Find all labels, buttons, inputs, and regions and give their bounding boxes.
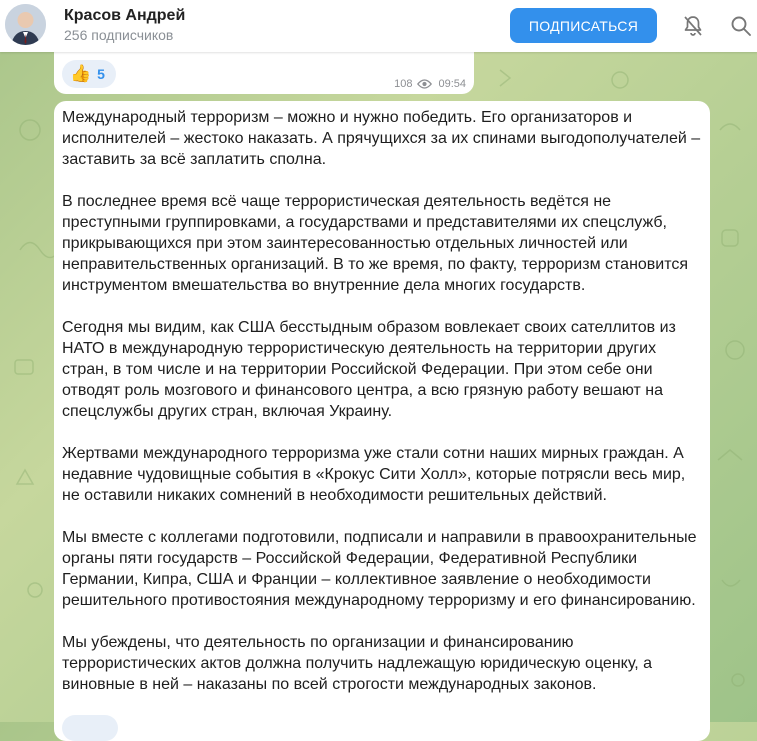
eye-icon [417,79,432,89]
post-paragraph: Международный терроризм – можно и нужно победить. Его организаторов и исполнителей – жестоко наказать. А прячущихся за их спинами выгодополучателей – заставить за всё заплатить сполна. [62,109,701,168]
post-paragraph: Мы убеждены, что деятельность по организации и финансированию террористических актов должна получить надлежащую юридическую оценку, а виновные в ней – наказаны по всей строгости международных законов. [62,634,653,693]
reaction-count: 5 [97,66,105,82]
channel-header [0,0,757,52]
channel-avatar[interactable] [5,4,46,45]
search-icon[interactable] [729,14,753,38]
message-time: 09:54 [438,78,466,90]
post-bubble [54,101,710,741]
view-count: 108 [394,78,413,90]
post-paragraph: Жертвами международного терроризма уже стали сотни наших мирных граждан. А недавние чудовищные события в «Крокус Сити Холл», которые потрясли весь мир, не оставили никаких сомнений в необходимости решительных действий. [62,445,686,504]
post-paragraph: Сегодня мы видим, как США бесстыдным образом вовлекает своих сателлитов из НАТО в международную террористическую деятельность на территории других стран, в том числе и на территории Российской Федерации. При этом себе они отводят роль мозгового и финансового центра, а всю грязную работу вешают на спецслужбы других стран, включая Украину. [62,319,676,420]
post-paragraph: В последнее время всё чаще террористическая деятельность ведётся не преступными группировками, а государствами и представителями их спецслужб, прикрывающихся при этом заинтересованностью отдельных личностей или неправительственных организаций. В то же время, по факту, терроризм становится инструментом вмешательства во внутренние дела многих государств. [62,193,689,294]
message-meta [394,78,466,90]
subscriber-count: 256 подписчиков [64,27,174,43]
post-paragraph: Мы вместе с коллегами подготовили, подписали и направили в правоохранительные органы пяти государств – Российской Федерации, Федеративной Республики Германии, Кипра, США и Франции – коллективное заявление о необходимости решительного противостояния международному терроризму и его финансированию. [62,529,697,609]
mute-bell-icon[interactable] [681,14,705,38]
reaction-chip[interactable] [62,60,116,88]
subscribe-button[interactable]: ПОДПИСАТЬСЯ [510,8,657,43]
channel-name[interactable]: Красов Андрей [64,7,186,24]
post-reaction-chip[interactable] [62,715,118,741]
thumbs-up-icon: 👍 [70,64,92,83]
